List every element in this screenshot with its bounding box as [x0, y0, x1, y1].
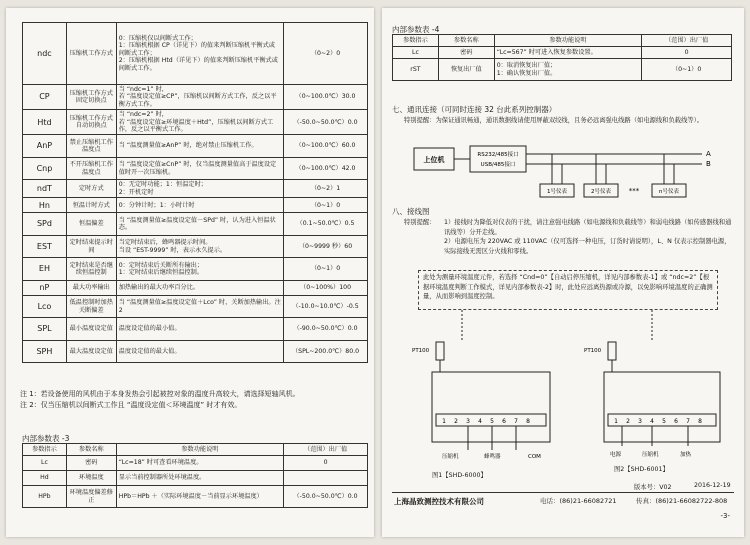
- param-range: [284, 471, 368, 486]
- table-row: [23, 258, 368, 281]
- meter-n-label: n号仪表: [659, 189, 679, 195]
- phone: 电话：(86)21-66082721: [540, 497, 617, 505]
- wiring-heading: 八、接线图: [392, 207, 430, 216]
- sensor-1-icon: [436, 342, 444, 360]
- internal-table-4: [392, 34, 732, 81]
- internal-table-4-title: 内部参数表 -4: [392, 25, 440, 34]
- param-code: Lc: [393, 47, 439, 59]
- desc-line: 0：定时结束后关断所有输出；: [118, 261, 204, 269]
- param-range: （-50.0~50.0℃）0.0: [284, 110, 368, 135]
- svg-text:3: 3: [638, 418, 642, 425]
- table-row: [393, 59, 732, 81]
- param-name: 恢复出厂值: [438, 59, 494, 81]
- converter-label-1: RS232/485接口: [477, 152, 519, 158]
- table-row: [23, 471, 368, 486]
- svg-text:1: 1: [614, 418, 618, 425]
- terminal-numbers-1: [442, 418, 530, 425]
- desc-line: 若 “温度设定值≥CP”，压缩机以间断方式工作，反之以平衡方式工作。: [118, 93, 277, 108]
- col-header-code: 参数指示: [23, 444, 67, 456]
- internal-table-3: [22, 443, 368, 508]
- table-row: [23, 295, 368, 318]
- svg-text:7: 7: [514, 418, 518, 425]
- sensor-2-icon: [608, 342, 616, 360]
- figure-1-caption: 图1【SHD-6000】: [432, 472, 487, 479]
- param-code: CP: [23, 85, 67, 110]
- svg-text:3: 3: [466, 418, 470, 425]
- desc-line: 当 “温度设定值≥CnP” 时，仅当温度测量值高于温度设定值时开一次压缩机。: [118, 161, 277, 176]
- table-row: [23, 110, 368, 135]
- param-range: （0~2）0: [284, 23, 368, 85]
- controller-2-box: [604, 372, 720, 442]
- left-page: [6, 8, 374, 537]
- col-header-code: 参数指示: [393, 35, 439, 47]
- meter-2: [584, 154, 618, 197]
- param-range: （0.1~50.0℃）0.5: [284, 213, 368, 236]
- table-row: [23, 213, 368, 236]
- param-name: 禁止压缩机工作温度点: [66, 135, 116, 158]
- col-header-desc: 参数功能说明: [494, 35, 642, 47]
- table-row: [23, 456, 368, 471]
- param-range: （0~100%）100: [284, 280, 368, 295]
- desc-line: 当 “ndc=1” 时，: [118, 86, 168, 93]
- svg-text:8: 8: [526, 418, 530, 425]
- wiring-note-label: 特别提醒：: [404, 219, 436, 226]
- fig1-comp-label: 压缩机: [442, 454, 459, 460]
- footer-divider: [392, 492, 734, 493]
- param-name: 压缩机工作方式: [66, 23, 116, 85]
- param-range: （0~9999 秒）60: [284, 235, 368, 258]
- param-name: 恒温偏差: [66, 213, 116, 236]
- fig1-alarm-label: 蜂鸣器: [484, 454, 501, 460]
- param-code: SPd: [23, 213, 67, 236]
- internal-table-3-title: 内部参数表 -3: [22, 434, 70, 443]
- col-header-range: （范围）出厂值: [642, 35, 732, 47]
- bus-label-a: A: [706, 150, 711, 158]
- svg-text:1: 1: [442, 418, 446, 425]
- desc-line: 温度设定值的最大值。: [118, 347, 181, 355]
- param-desc: [116, 157, 283, 180]
- fig2-heat-label: 加热: [680, 452, 692, 458]
- param-desc: “Lc=18” 时可查看环境温度。: [116, 456, 283, 471]
- param-desc: [116, 198, 283, 213]
- param-code: Lco: [23, 295, 67, 318]
- table-row: [23, 180, 368, 198]
- param-name: 低温控制时加热关断偏差: [66, 295, 116, 318]
- table-row: [23, 157, 368, 180]
- desc-line: 若 “温度设定值≥环境温度＋Htd”，压缩机以间断方式工作，反之以平衡式工作。: [118, 118, 274, 134]
- sensor-label-1: PT100: [412, 348, 430, 354]
- param-desc: [116, 318, 283, 341]
- param-name: 压缩机工作方式自动切换点: [66, 110, 116, 135]
- wiring-notes: [444, 218, 734, 256]
- param-range: （-50.0~50.0℃）0.0: [284, 486, 368, 508]
- param-range: （-10.0~10.0℃）-0.5: [284, 295, 368, 318]
- param-code: Hn: [23, 198, 67, 213]
- param-desc: [116, 23, 283, 85]
- table-header-row: [23, 444, 368, 456]
- host-label: 上位机: [423, 156, 445, 164]
- page-number: -3-: [720, 512, 730, 520]
- param-name: 定时结束提示时间: [66, 235, 116, 258]
- param-desc: [116, 85, 283, 110]
- param-code: AnP: [23, 135, 67, 158]
- figure-2-caption: 图2【SHD-6001】: [614, 466, 669, 473]
- fig2-comp-label: 压缩机: [642, 452, 659, 458]
- param-desc: [116, 110, 283, 135]
- param-code: Hd: [23, 471, 67, 486]
- param-code: SPH: [23, 340, 67, 363]
- right-page: [382, 8, 744, 537]
- svg-text:5: 5: [662, 418, 666, 425]
- param-name: 最大温度设定值: [66, 340, 116, 363]
- fax: 传真：(86)21-66082722-808: [636, 497, 728, 505]
- param-desc: [116, 340, 283, 363]
- desc-line: 2：压缩机根据 Htd（详见下）的值来判断压缩机平衡式或间断式工作。: [118, 57, 278, 72]
- param-desc: [494, 59, 642, 81]
- controller-1-box: [432, 372, 550, 442]
- desc-line: 2：开机定时: [118, 188, 154, 196]
- param-range: （0~2）1: [284, 180, 368, 198]
- note-2: 注 2：仅当压缩机以间断式工作且 “温度设定值＜环境温度” 时才有效。: [20, 401, 242, 409]
- bus-label-b: B: [706, 160, 711, 168]
- table-row: [23, 85, 368, 110]
- param-name: 最大功率输出: [66, 280, 116, 295]
- desc-line: 0：分钟计时；1：小时计时: [118, 201, 195, 209]
- terminal-numbers-2: [614, 418, 702, 425]
- desc-line: 当 “温度测量值≥温度设定值＋Lco” 时，关断加热输出。注 2: [118, 299, 281, 314]
- col-header-name: 参数名称: [438, 35, 494, 47]
- svg-text:7: 7: [686, 418, 690, 425]
- sensor-note-box: 此处为测量环境温度元件，若选择 “Cnd=0”【自动启停压缩机，详见内部参数表-1】或 “ndc=2”【根据环境温度判断工作模式，详见内部参数表-2】时，此处应远离热源或冷源，以免影响环境温度的正确测量，从而影响到温度控制。: [418, 270, 718, 310]
- svg-text:5: 5: [490, 418, 494, 425]
- param-range: 0: [642, 47, 732, 59]
- param-desc: [116, 135, 283, 158]
- desc-line: 当设 “EST-9999” 时，表示永久提示。: [118, 246, 227, 254]
- table-row: [23, 340, 368, 363]
- param-desc: [116, 235, 283, 258]
- param-desc: [116, 258, 283, 281]
- param-range: （-90.0~50.0℃）0.0: [284, 318, 368, 341]
- comm-heading: 七、通讯连接（可同时连接 32 台此系列控制器）: [392, 105, 557, 114]
- desc-line: 1：确认恢复出厂值。: [496, 69, 557, 77]
- param-name: 定时结束是否继续恒温控制: [66, 258, 116, 281]
- version: 版本号：V02: [634, 484, 672, 491]
- param-code: ndT: [23, 180, 67, 198]
- param-code: nP: [23, 280, 67, 295]
- desc-line: 当 “温度测量值≥AnP” 时，绝对禁止压缩机工作。: [118, 142, 258, 150]
- param-range: （0~100.0℃）30.0: [284, 85, 368, 110]
- param-name: 密码: [438, 47, 494, 59]
- desc-line: 1：定时结束后继续恒温控制。: [118, 269, 204, 276]
- param-name: 不开压缩机工作温度点: [66, 157, 116, 180]
- svg-text:6: 6: [674, 418, 678, 425]
- param-code: HPb: [23, 486, 67, 508]
- table-row: [23, 318, 368, 341]
- svg-text:4: 4: [650, 418, 654, 425]
- param-name: 环境温度偏差修正: [66, 486, 116, 508]
- fig2-power-label: 电源: [610, 452, 622, 458]
- desc-line: 当 “ndc=2” 时，: [118, 111, 168, 119]
- param-desc: 显示当前控制器所处环境温度。: [116, 471, 283, 486]
- param-code: Htd: [23, 110, 67, 135]
- svg-text:2: 2: [454, 418, 458, 425]
- meter-n: [652, 154, 686, 197]
- desc-line: 0：压缩机仅以间断式工作；: [118, 34, 197, 42]
- param-code: rST: [393, 59, 439, 81]
- param-range: （0~100.0℃）60.0: [284, 135, 368, 158]
- param-name: 定时方式: [66, 180, 116, 198]
- param-desc: [116, 180, 283, 198]
- desc-line: 0：取消恢复出厂值；: [496, 62, 557, 70]
- table-row: [393, 47, 732, 59]
- desc-line: 当定时结束后，蜂鸣器提示时间。: [118, 239, 212, 247]
- converter-label-2: USB/485接口: [480, 162, 516, 168]
- col-header-desc: 参数功能说明: [116, 444, 283, 456]
- comm-diagram: [412, 138, 712, 200]
- col-header-range: （范围）出厂值: [284, 444, 368, 456]
- notes: [20, 389, 370, 411]
- param-range: （0~100.0℃）42.0: [284, 157, 368, 180]
- table-row: [23, 23, 368, 85]
- wiring-diagrams: [402, 310, 732, 480]
- converter-box: [470, 146, 526, 172]
- meter-ellipsis: ***: [628, 187, 640, 195]
- col-header-name: 参数名称: [66, 444, 116, 456]
- param-desc: “Lc=567” 时可进入恢复参数设置。: [494, 47, 642, 59]
- sensor-label-2: PT100: [584, 348, 602, 354]
- param-range: （0~1）0: [284, 258, 368, 281]
- param-desc: [116, 280, 283, 295]
- param-code: Cnp: [23, 157, 67, 180]
- param-range: （SPL~200.0℃）80.0: [284, 340, 368, 363]
- svg-text:8: 8: [698, 418, 702, 425]
- svg-text:4: 4: [478, 418, 482, 425]
- param-code: ndc: [23, 23, 67, 85]
- meter-1: [540, 154, 574, 197]
- param-range: （0~1）0: [642, 59, 732, 81]
- company-name: 上海晶致测控技术有限公司: [394, 497, 484, 506]
- table-row: [23, 280, 368, 295]
- param-code: EH: [23, 258, 67, 281]
- param-desc: HPb＝HPb ＋（实际环境温度－当前显示环境温度）: [116, 486, 283, 508]
- figure-1: [412, 342, 550, 460]
- table-row: [23, 198, 368, 213]
- desc-line: 加热输出的最大功率百分比。: [118, 284, 200, 292]
- print-date: 2016-12-19: [694, 482, 731, 489]
- desc-line: 当 “温度测量值≥温度设定值－SPd” 时，认为进入恒温状态。: [118, 216, 276, 231]
- meter-2-label: 2号仪表: [591, 189, 611, 195]
- param-name: 密码: [66, 456, 116, 471]
- param-code: SPL: [23, 318, 67, 341]
- desc-line: 0：无定时功能；1：恒温定时；: [118, 181, 207, 189]
- table-row: [23, 135, 368, 158]
- wiring-note-2: 2）电源电压为 220VAC 或 110VAC（仅可选择一种电压，订货时请说明），L、N 仅表示控制器电源，实际接线无需区分火线和零线。: [444, 238, 731, 255]
- param-desc: [116, 295, 283, 318]
- desc-line: 温度设定值的最小值。: [118, 325, 181, 333]
- param-name: 压缩机工作方式固定切换点: [66, 85, 116, 110]
- param-code: Lc: [23, 456, 67, 471]
- desc-line: 1：压缩机根据 CP（详见下）的值来判断压缩机平衡式或间断式工作；: [118, 42, 275, 57]
- fig1-com-label: COM: [528, 454, 541, 460]
- wiring-note-1: 1）接线时为降低对仪表的干扰，请注意强电线路（如电源线和负载线等）和弱电线路（如传感器线和通讯线等）分开走线。: [444, 219, 732, 236]
- table-row: [23, 235, 368, 258]
- param-desc: [116, 213, 283, 236]
- param-code: EST: [23, 235, 67, 258]
- figure-2: [584, 342, 720, 458]
- note-1: 注 1：若设备使用的风机由于本身发热会引起被控对象的温度升高较大，请选择短轴风机。: [20, 390, 300, 398]
- svg-text:6: 6: [502, 418, 506, 425]
- table-row: [23, 486, 368, 508]
- param-name: 环境温度: [66, 471, 116, 486]
- meter-1-label: 1号仪表: [547, 189, 567, 195]
- svg-text:2: 2: [626, 418, 630, 425]
- table-header-row: [393, 35, 732, 47]
- param-range: （0~1）0: [284, 198, 368, 213]
- param-name: 恒温计时方式: [66, 198, 116, 213]
- param-range: 0: [284, 456, 368, 471]
- param-name: 最小温度设定值: [66, 318, 116, 341]
- comm-note: 特别提醒：为保证通讯畅通，通讯数据线请使用屏蔽双绞线，且务必远离强电线路（如电源线和负载线等）。: [404, 117, 704, 124]
- parameter-table: [22, 22, 368, 363]
